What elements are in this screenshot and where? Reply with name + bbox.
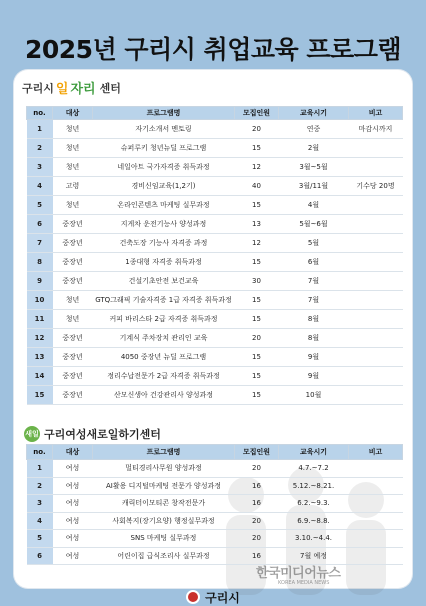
table-cell: 5 [27, 530, 53, 548]
table-cell: 13 [27, 348, 53, 367]
table-cell: 여성 [53, 547, 93, 565]
table-cell: 16 [235, 495, 279, 513]
table-cell: 4월 [279, 196, 349, 215]
table-cell [349, 530, 403, 548]
table-cell [349, 158, 403, 177]
table-cell: 경비신임교육(1,2기) [93, 177, 235, 196]
table-cell: 5월 [279, 234, 349, 253]
jobs-center-table [26, 106, 403, 405]
table-cell: 2 [27, 139, 53, 158]
table-cell: 3월/11월 [279, 177, 349, 196]
table-row [27, 547, 403, 565]
table-cell: 6.2.~9.3. [279, 495, 349, 513]
table-row [27, 460, 403, 478]
table-cell: 여성 [53, 477, 93, 495]
table-cell: AI활용 디지털마케팅 전문가 양성과정 [93, 477, 235, 495]
table-cell: 온라인콘텐츠 마케팅 실무과정 [93, 196, 235, 215]
table-cell: 10월 [279, 386, 349, 405]
table-cell: 청년 [53, 196, 93, 215]
table-cell: 7월 [279, 291, 349, 310]
table-cell: 여성 [53, 530, 93, 548]
city-emblem-icon [186, 590, 200, 604]
table-cell: 1종대형 자격증 취득과정 [93, 253, 235, 272]
table-cell [349, 386, 403, 405]
table-cell: 20 [235, 530, 279, 548]
col-header: 프로그램명 [93, 107, 235, 120]
watermark-logo: 한국미디어뉴스 [256, 566, 341, 581]
table-cell: 네일아트 국가자격증 취득과정 [93, 158, 235, 177]
table-cell: 6월 [279, 253, 349, 272]
table-cell [349, 291, 403, 310]
col-header: 대상 [53, 107, 93, 120]
table-row [27, 215, 403, 234]
table-cell [349, 512, 403, 530]
watermark-subtitle: KOREA MEDIA NEWS [278, 580, 330, 586]
table-cell: 어린이집 급식조리사 실무과정 [93, 547, 235, 565]
col-header: 모집인원 [235, 107, 279, 120]
table-cell: 20 [235, 120, 279, 139]
table-cell: 3 [27, 158, 53, 177]
table-cell: 1 [27, 120, 53, 139]
table-cell: 정리수납전문가 2급 자격증 취득과정 [93, 367, 235, 386]
table-cell: 멀티경리사무원 양성과정 [93, 460, 235, 478]
table-cell: 7월 [279, 272, 349, 291]
table-cell: SNS 마케팅 실무과정 [93, 530, 235, 548]
table-cell [349, 547, 403, 565]
table-cell: 중장년 [53, 329, 93, 348]
table-cell: 15 [27, 386, 53, 405]
table-cell: 16 [235, 477, 279, 495]
table-cell: 20 [235, 512, 279, 530]
table-cell: 15 [235, 253, 279, 272]
women-center-logo [24, 426, 161, 442]
table-cell: 10 [27, 291, 53, 310]
table-cell: 3월~5월 [279, 158, 349, 177]
col-header: 비고 [349, 445, 403, 460]
table-cell [349, 196, 403, 215]
table-cell: 기계식 주차장치 관리인 교육 [93, 329, 235, 348]
table-cell: 중장년 [53, 253, 93, 272]
col-header: 교육시기 [279, 445, 349, 460]
table-cell: 12 [27, 329, 53, 348]
table-cell: 4 [27, 177, 53, 196]
table-cell: 기수당 20명 [349, 177, 403, 196]
table-row [27, 291, 403, 310]
table-cell: 여성 [53, 495, 93, 513]
table-row [27, 310, 403, 329]
table-cell: 9 [27, 272, 53, 291]
table-cell: GTQ그래픽 기술자격증 1급 자격증 취득과정 [93, 291, 235, 310]
table-row [27, 196, 403, 215]
table-cell: 12 [235, 158, 279, 177]
table-cell: 12 [235, 234, 279, 253]
table-cell: 중장년 [53, 367, 93, 386]
table-cell: 여성 [53, 512, 93, 530]
table-cell: 슈퍼루키 청년뉴딜 프로그램 [93, 139, 235, 158]
table-cell [349, 329, 403, 348]
table-row [27, 253, 403, 272]
table-cell: 청년 [53, 158, 93, 177]
table-row [27, 477, 403, 495]
table-cell: 청년 [53, 120, 93, 139]
table-header-row [27, 445, 403, 460]
table-cell: 30 [235, 272, 279, 291]
table-cell: 13 [235, 215, 279, 234]
table-cell: 산모신생아 건강관리사 양성과정 [93, 386, 235, 405]
jobs-center-logo [22, 78, 121, 97]
table-cell: 5월~6월 [279, 215, 349, 234]
table-cell: 14 [27, 367, 53, 386]
col-header: 모집인원 [235, 445, 279, 460]
table-cell: 7월 예정 [279, 547, 349, 565]
logo-prefix: 구리시 [22, 81, 54, 95]
table-cell: 중장년 [53, 272, 93, 291]
table-cell: 중장년 [53, 234, 93, 253]
table-cell: 3 [27, 495, 53, 513]
table-cell: 4.7.~7.2 [279, 460, 349, 478]
table-cell: 청년 [53, 310, 93, 329]
table-cell: 15 [235, 386, 279, 405]
table-cell: 마감시까지 [349, 120, 403, 139]
table-header-row [27, 107, 403, 120]
table-row [27, 234, 403, 253]
table-row [27, 367, 403, 386]
table-cell: 자기소개서 멘토링 [93, 120, 235, 139]
table-cell: 6 [27, 215, 53, 234]
table-cell [349, 253, 403, 272]
table-cell: 20 [235, 329, 279, 348]
table-cell [349, 310, 403, 329]
table-cell [349, 215, 403, 234]
table-cell [349, 234, 403, 253]
table-cell: 15 [235, 196, 279, 215]
table-cell: 15 [235, 367, 279, 386]
table-cell: 4 [27, 512, 53, 530]
table-cell: 8월 [279, 329, 349, 348]
table-cell [349, 460, 403, 478]
table-row [27, 386, 403, 405]
city-name: 구리시 [205, 590, 240, 605]
table-cell: 청년 [53, 139, 93, 158]
col-header: no. [27, 445, 53, 460]
table-cell: 8 [27, 253, 53, 272]
table-cell: 5.12.~8.21. [279, 477, 349, 495]
logo-suffix: 센터 [99, 81, 121, 95]
table-cell [349, 495, 403, 513]
table-cell: 9월 [279, 367, 349, 386]
table-cell [349, 367, 403, 386]
table-cell: 고령 [53, 177, 93, 196]
table-row [27, 348, 403, 367]
table-cell: 커피 바리스타 2급 자격증 취득과정 [93, 310, 235, 329]
table-cell: 청년 [53, 291, 93, 310]
logo-il: 일 [55, 82, 69, 97]
table-cell: 15 [235, 139, 279, 158]
table-cell: 4050 중장년 뉴딜 프로그램 [93, 348, 235, 367]
table-cell: 6.9.~8.8. [279, 512, 349, 530]
table-row [27, 329, 403, 348]
table-cell [349, 139, 403, 158]
table-row [27, 158, 403, 177]
women-center-table [26, 444, 403, 565]
table-cell: 15 [235, 291, 279, 310]
table-cell: 2월 [279, 139, 349, 158]
table-cell: 11 [27, 310, 53, 329]
table-row [27, 272, 403, 291]
table-cell [349, 348, 403, 367]
col-header: 비고 [349, 107, 403, 120]
table-cell: 3.10.~4.4. [279, 530, 349, 548]
table-cell: 건설기초안전 보건교육 [93, 272, 235, 291]
table-cell: 2 [27, 477, 53, 495]
table-cell: 7 [27, 234, 53, 253]
table-row [27, 120, 403, 139]
table-cell: 중장년 [53, 215, 93, 234]
table-cell: 캐릭터이모티콘 창작전문가 [93, 495, 235, 513]
table-row [27, 139, 403, 158]
table-cell [349, 272, 403, 291]
table-cell: 사회복지(장기요양) 행정실무과정 [93, 512, 235, 530]
table-row [27, 530, 403, 548]
table-row [27, 512, 403, 530]
table-cell: 9월 [279, 348, 349, 367]
col-header: 교육시기 [279, 107, 349, 120]
footer [0, 588, 426, 606]
table-cell [349, 477, 403, 495]
page-title: 2025년 구리시 취업교육 프로그램 [25, 35, 401, 64]
table-cell: 8월 [279, 310, 349, 329]
table-cell: 40 [235, 177, 279, 196]
col-header: 대상 [53, 445, 93, 460]
table-cell: 16 [235, 547, 279, 565]
table-cell: 15 [235, 310, 279, 329]
women-center-name: 구리여성새로일하기센터 [44, 428, 161, 441]
logo-jari: 자리 [70, 82, 96, 97]
table-row [27, 495, 403, 513]
table-cell: 여성 [53, 460, 93, 478]
table-cell: 지게차 운전기능사 양성과정 [93, 215, 235, 234]
col-header: no. [27, 107, 53, 120]
table-cell: 6 [27, 547, 53, 565]
table-cell: 1 [27, 460, 53, 478]
table-cell: 15 [235, 348, 279, 367]
table-cell: 건축도장 기능사 자격증 과정 [93, 234, 235, 253]
table-cell: 연중 [279, 120, 349, 139]
col-header: 프로그램명 [93, 445, 235, 460]
table-cell: 중장년 [53, 348, 93, 367]
table-row [27, 177, 403, 196]
table-cell: 중장년 [53, 386, 93, 405]
table-cell: 20 [235, 460, 279, 478]
women-center-badge-icon: 새일 [24, 426, 40, 442]
table-cell: 5 [27, 196, 53, 215]
